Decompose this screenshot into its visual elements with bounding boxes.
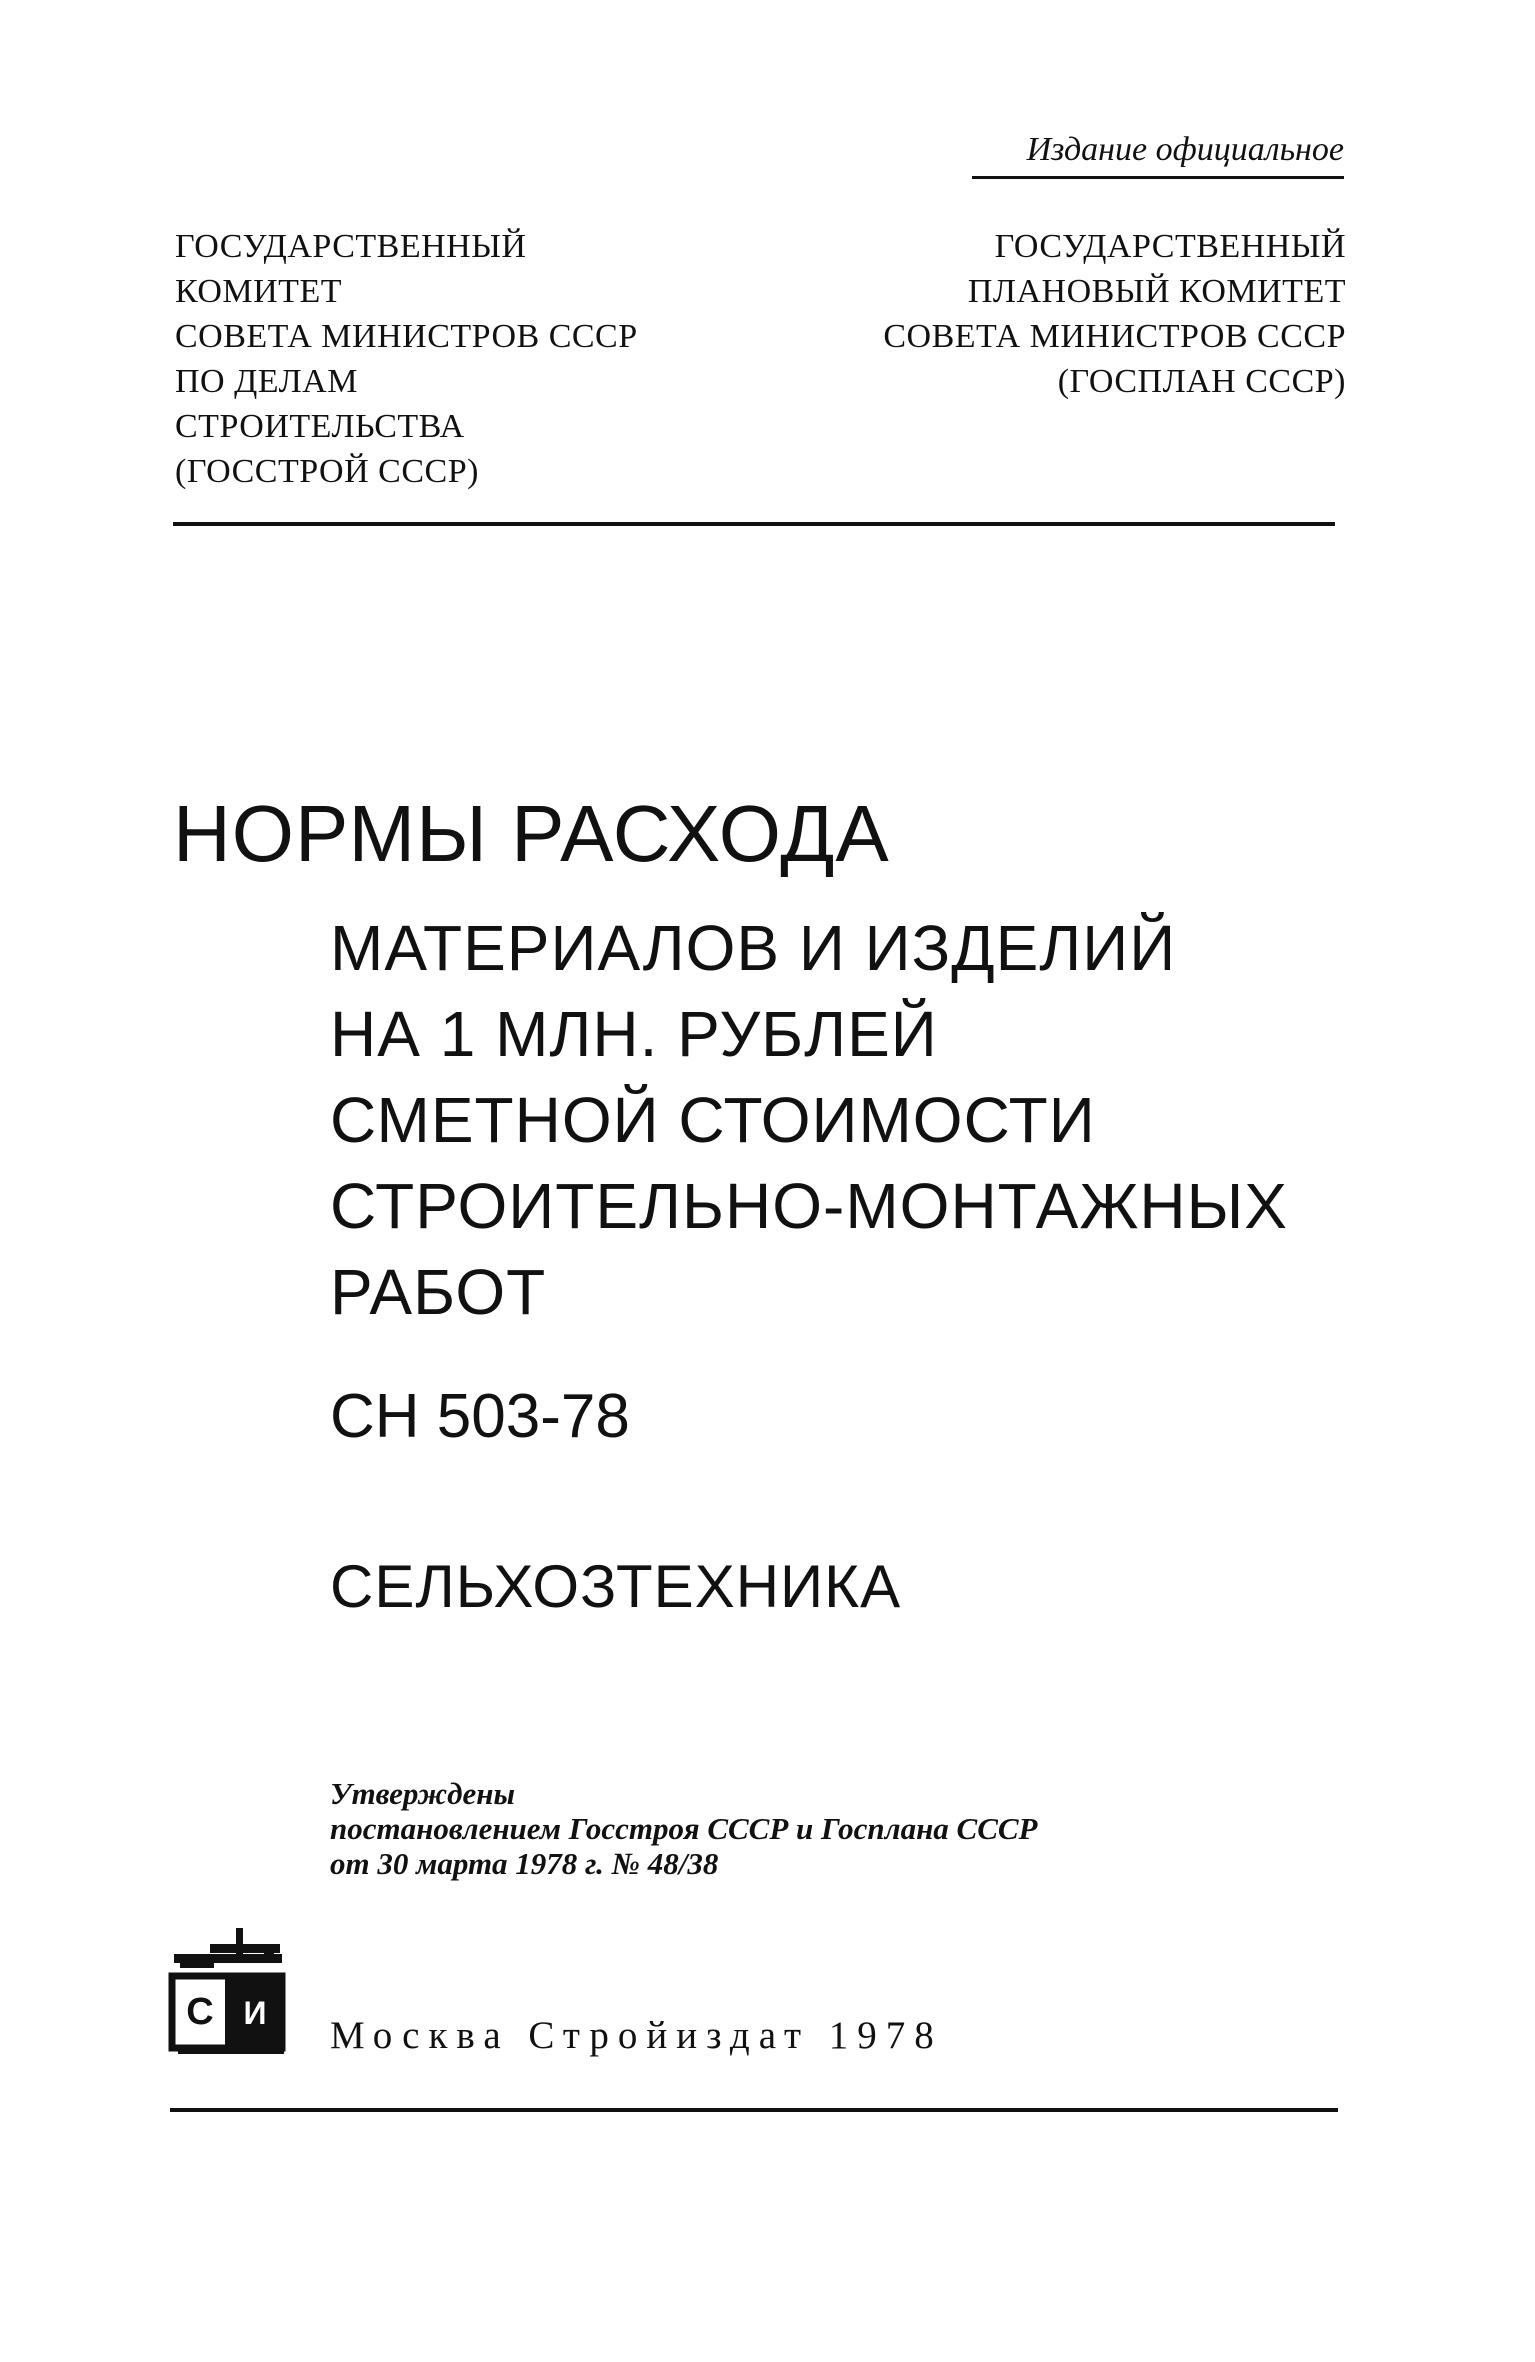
document-code: СН 503-78 bbox=[330, 1382, 630, 1451]
issuer-line: ПЛАНОВЫЙ КОМИТЕТ bbox=[967, 273, 1346, 310]
approval-line: постановлением Госстроя СССР и Госплана СССР bbox=[330, 1811, 1038, 1846]
document-title: НОРМЫ РАСХОДА bbox=[173, 789, 890, 878]
subtitle-line: СТРОИТЕЛЬНО-МОНТАЖНЫХ bbox=[330, 1170, 1288, 1242]
subtitle-line: СМЕТНОЙ СТОИМОСТИ bbox=[330, 1084, 1096, 1156]
issuer-line: (ГОССТРОЙ СССР) bbox=[175, 453, 479, 490]
issuer-line: ПО ДЕЛАМ bbox=[175, 363, 358, 400]
subtitle-line: НА 1 МЛН. РУБЛЕЙ bbox=[330, 998, 938, 1070]
top-divider bbox=[173, 522, 1335, 526]
issuer-line: СОВЕТА МИНИСТРОВ СССР bbox=[175, 318, 638, 355]
issuer-line: ГОСУДАРСТВЕННЫЙ bbox=[175, 228, 527, 265]
logo-letter-s: С bbox=[186, 1991, 214, 2033]
issuer-line: СТРОИТЕЛЬСТВА bbox=[175, 408, 465, 445]
approval-line: от 30 марта 1978 г. № 48/38 bbox=[330, 1846, 719, 1881]
subtitle-line: РАБОТ bbox=[330, 1256, 547, 1328]
issuer-line: СОВЕТА МИНИСТРОВ СССР bbox=[883, 318, 1346, 355]
issuer-gosstroy bbox=[175, 224, 775, 494]
stroyizdat-logo-icon bbox=[168, 1924, 290, 2056]
approval-note bbox=[330, 1776, 1038, 1881]
subtitle-line: МАТЕРИАЛОВ И ИЗДЕЛИЙ bbox=[330, 912, 1177, 984]
issuer-gosplan bbox=[780, 224, 1346, 404]
bottom-divider bbox=[170, 2108, 1338, 2112]
issuer-line: ГОСУДАРСТВЕННЫЙ bbox=[994, 228, 1346, 265]
approval-line: Утверждены bbox=[330, 1776, 516, 1811]
official-edition-label: Издание официальное bbox=[972, 128, 1344, 179]
document-category: СЕЛЬХОЗТЕХНИКА bbox=[330, 1553, 902, 1620]
issuer-line: КОМИТЕТ bbox=[175, 273, 342, 310]
issuer-line: (ГОСПЛАН СССР) bbox=[1057, 363, 1346, 400]
publisher-imprint: Москва Стройиздат 1978 bbox=[330, 2014, 943, 2057]
logo-letter-i: И bbox=[243, 1995, 267, 2031]
document-subtitle bbox=[330, 905, 1288, 1335]
